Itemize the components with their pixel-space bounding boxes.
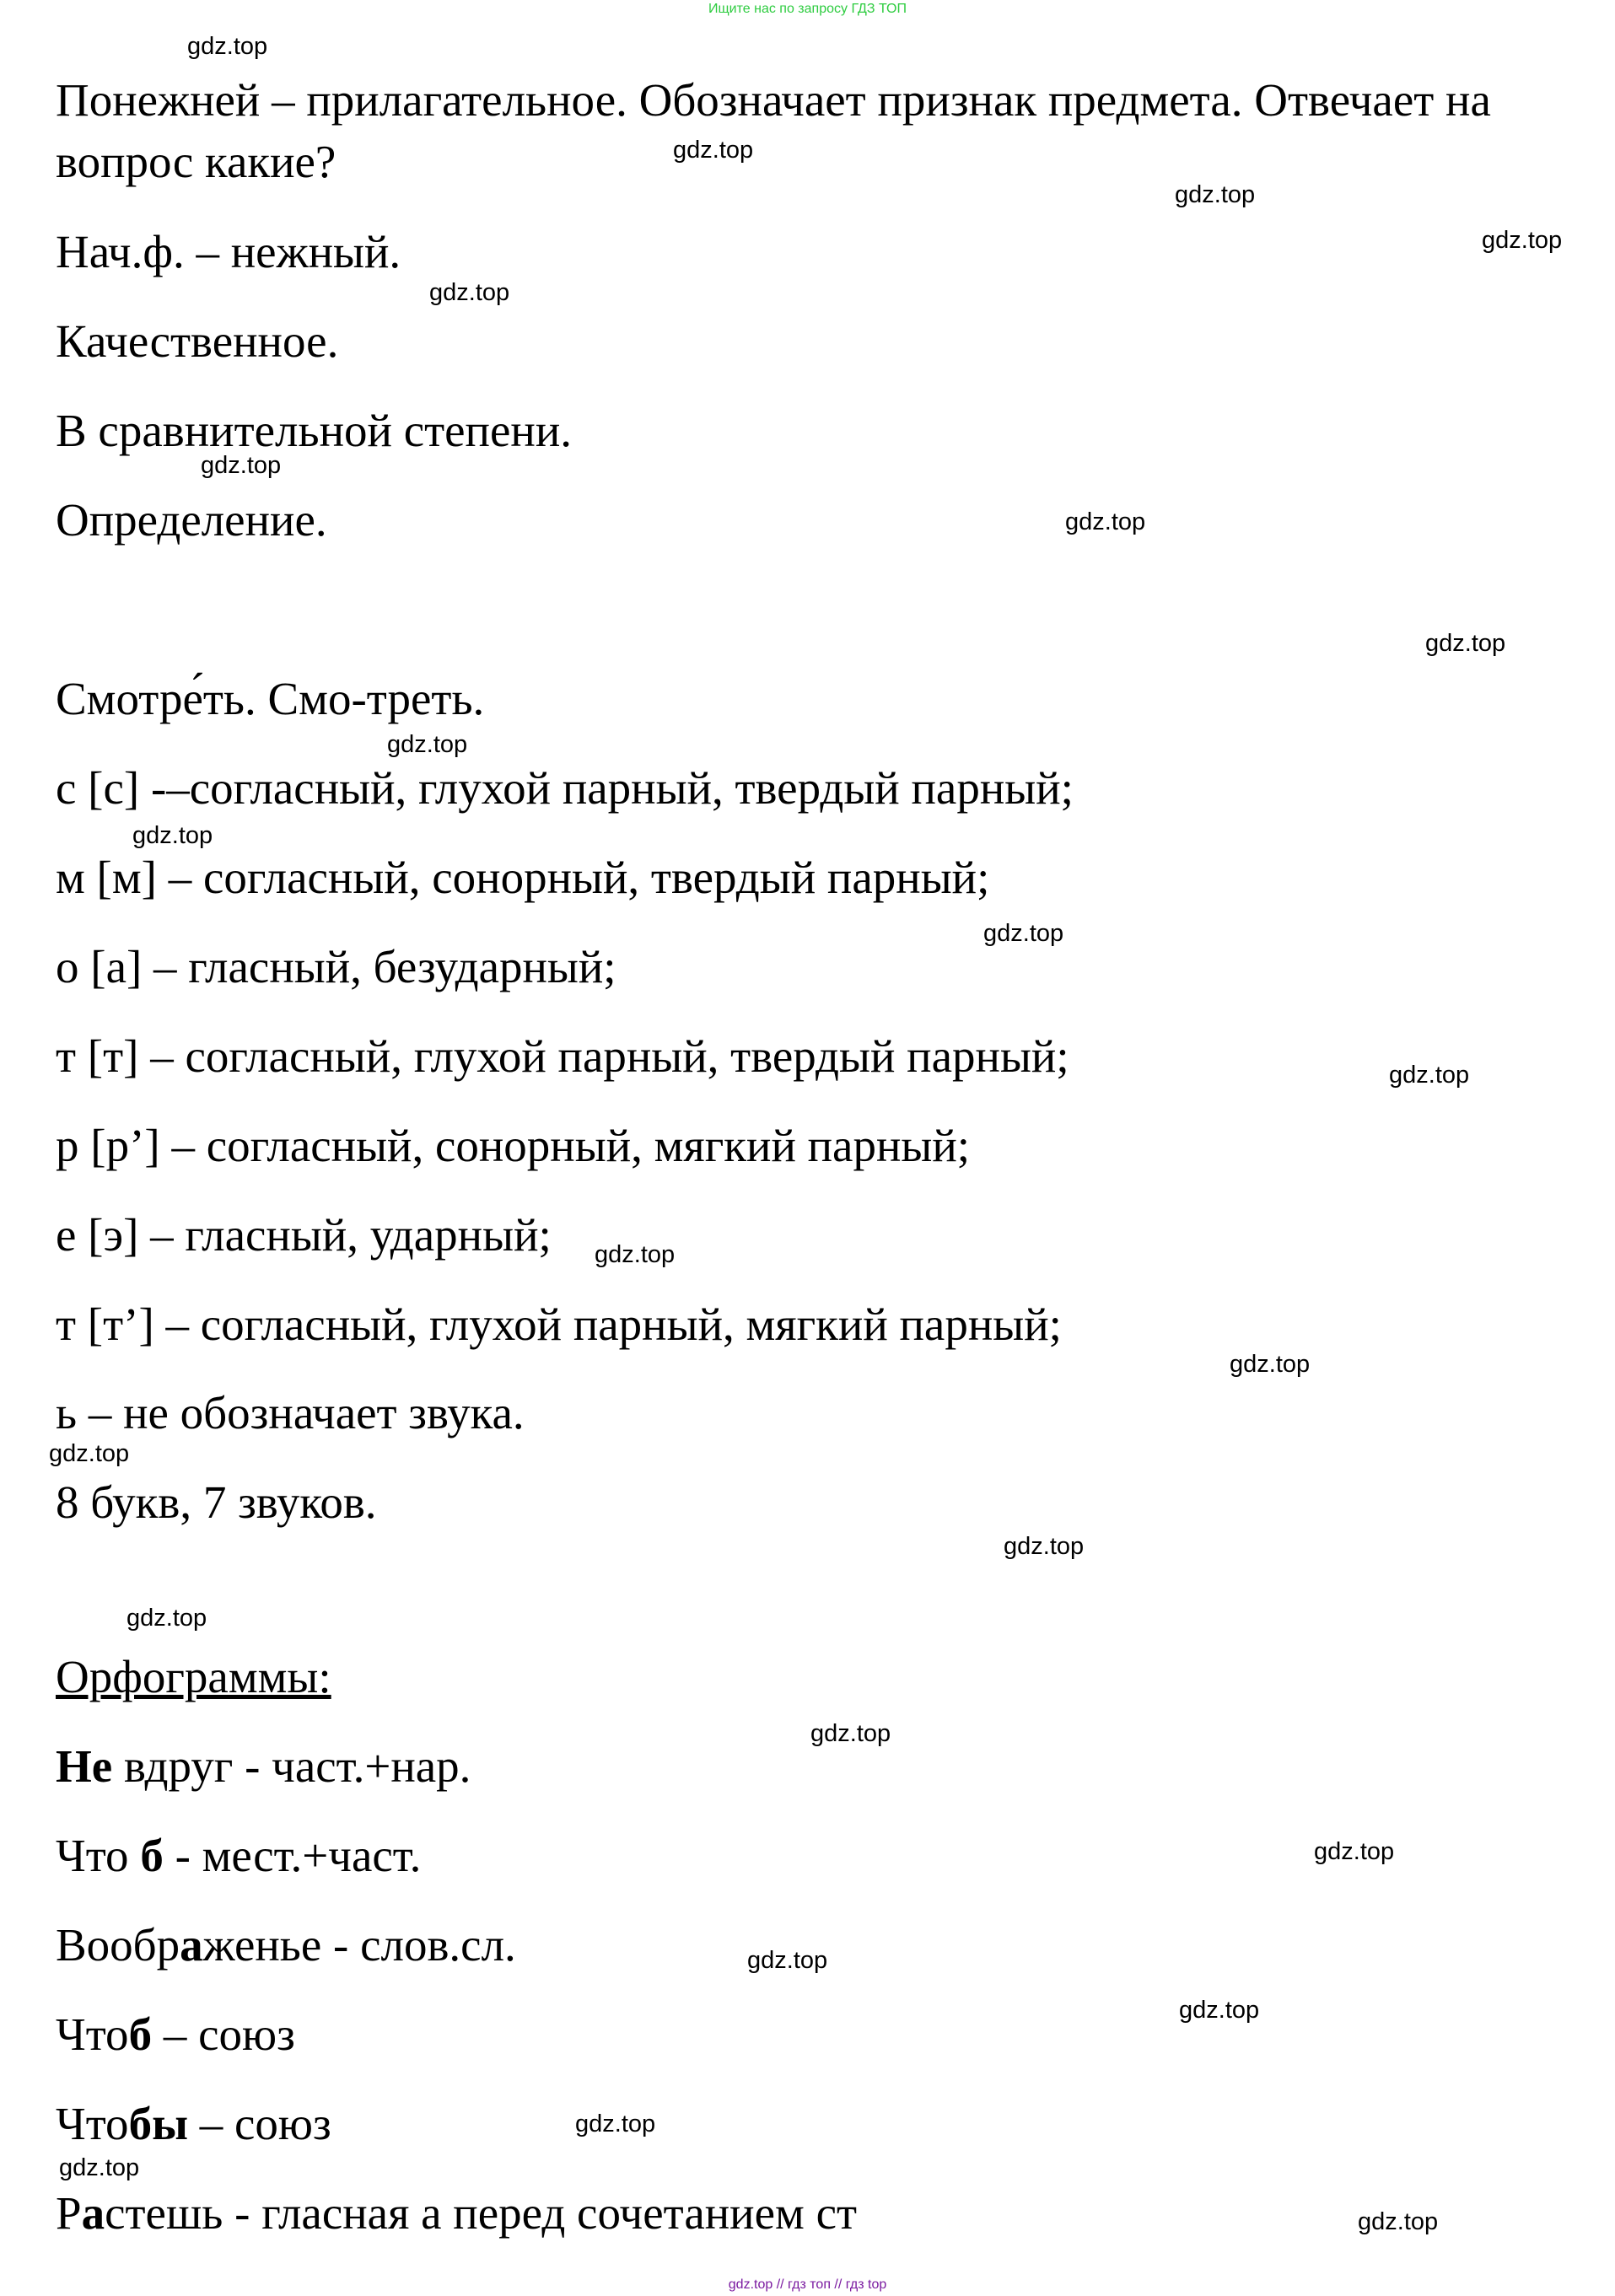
orthogram-text: – союз — [152, 2008, 295, 2060]
text-line: Смотре́ть. Смо-треть. — [56, 673, 485, 724]
watermark: gdz.top — [132, 822, 213, 849]
watermark: gdz.top — [1179, 1997, 1260, 2024]
watermark: gdz.top — [1482, 227, 1563, 254]
watermark: gdz.top — [1425, 630, 1506, 657]
orthogram-text: – союз — [188, 2098, 331, 2149]
orthogram-item — [56, 2098, 331, 2150]
orthogram-highlight: б — [140, 1830, 164, 1881]
text-line: т [т] – согласный, глухой парный, твердый парный; — [56, 1030, 1069, 1082]
orthogram-text: Что — [56, 2008, 129, 2060]
watermark: gdz.top — [59, 2154, 140, 2181]
text-line: Понежней – прилагательное. Обозначает признак предмета. Отвечает на — [56, 74, 1491, 126]
orthogram-text: Вообр — [56, 1919, 180, 1971]
text-line: т [т’] – согласный, глухой парный, мягкий парный; — [56, 1299, 1062, 1350]
orthogram-item — [56, 1830, 421, 1882]
watermark: gdz.top — [983, 920, 1064, 947]
watermark: gdz.top — [1358, 2208, 1439, 2235]
watermark: gdz.top — [1065, 508, 1146, 535]
orthogram-text: Что — [56, 1830, 141, 1881]
watermark: gdz.top — [127, 1605, 207, 1632]
watermark: gdz.top — [1175, 181, 1256, 208]
orthogram-highlight: бы — [128, 2098, 189, 2149]
search-hint-banner: Ищите нас по запросу ГДЗ ТОП — [708, 2, 907, 16]
text-line: Качественное. — [56, 315, 339, 367]
watermark: gdz.top — [575, 2110, 656, 2137]
watermark: gdz.top — [429, 279, 510, 306]
text-line: 8 букв, 7 звуков. — [56, 1476, 377, 1528]
orthogram-item — [56, 1740, 471, 1793]
orthogram-item — [56, 1919, 516, 1971]
watermark: gdz.top — [673, 137, 754, 164]
text-line: с [с] -–согласный, глухой парный, твердый парный; — [56, 762, 1074, 814]
text-line: Определение. — [56, 494, 327, 546]
text-line: е [э] – гласный, ударный; — [56, 1209, 552, 1261]
text-line: ь – не обозначает звука. — [56, 1387, 525, 1438]
text-line: вопрос какие? — [56, 136, 336, 187]
watermark: gdz.top — [1389, 1062, 1470, 1089]
watermark: gdz.top — [1314, 1838, 1395, 1865]
text-line: м [м] – согласный, сонорный, твердый парный; — [56, 852, 990, 903]
watermark: gdz.top — [387, 731, 468, 758]
watermark: gdz.top — [747, 1947, 828, 1974]
orthogram-text: Что — [56, 2098, 129, 2149]
watermark: gdz.top — [49, 1440, 130, 1467]
text-line: Нач.ф. – нежный. — [56, 226, 401, 277]
orthogram-text: Р — [56, 2187, 82, 2239]
watermark: gdz.top — [595, 1241, 676, 1268]
watermark: gdz.top — [810, 1720, 891, 1747]
orthogram-text: стешь - гласная а перед сочетанием ст — [105, 2187, 858, 2239]
orthogram-item — [56, 2008, 295, 2061]
orthogram-highlight: а — [81, 2187, 105, 2239]
text-line: р [р’] – согласный, сонорный, мягкий парный; — [56, 1120, 971, 1171]
section-heading: Орфограммы: — [56, 1651, 331, 1702]
watermark: gdz.top — [201, 452, 282, 479]
footer-watermark: gdz.top // гдз топ // гдз top — [728, 2277, 887, 2292]
orthogram-highlight: б — [128, 2008, 153, 2060]
orthogram-item — [56, 2187, 857, 2240]
orthogram-text: женье - слов.сл. — [202, 1919, 516, 1971]
watermark: gdz.top — [187, 33, 268, 60]
orthogram-highlight: Не — [56, 1740, 113, 1792]
text-line: В сравнительной степени. — [56, 405, 573, 456]
text-line: о [а] – гласный, безударный; — [56, 941, 616, 992]
orthogram-text: - мест.+част. — [163, 1830, 422, 1881]
orthogram-text: вдруг - част.+нар. — [112, 1740, 471, 1792]
watermark: gdz.top — [1230, 1351, 1311, 1378]
orthogram-highlight: а — [180, 1919, 203, 1971]
watermark: gdz.top — [1004, 1533, 1085, 1560]
